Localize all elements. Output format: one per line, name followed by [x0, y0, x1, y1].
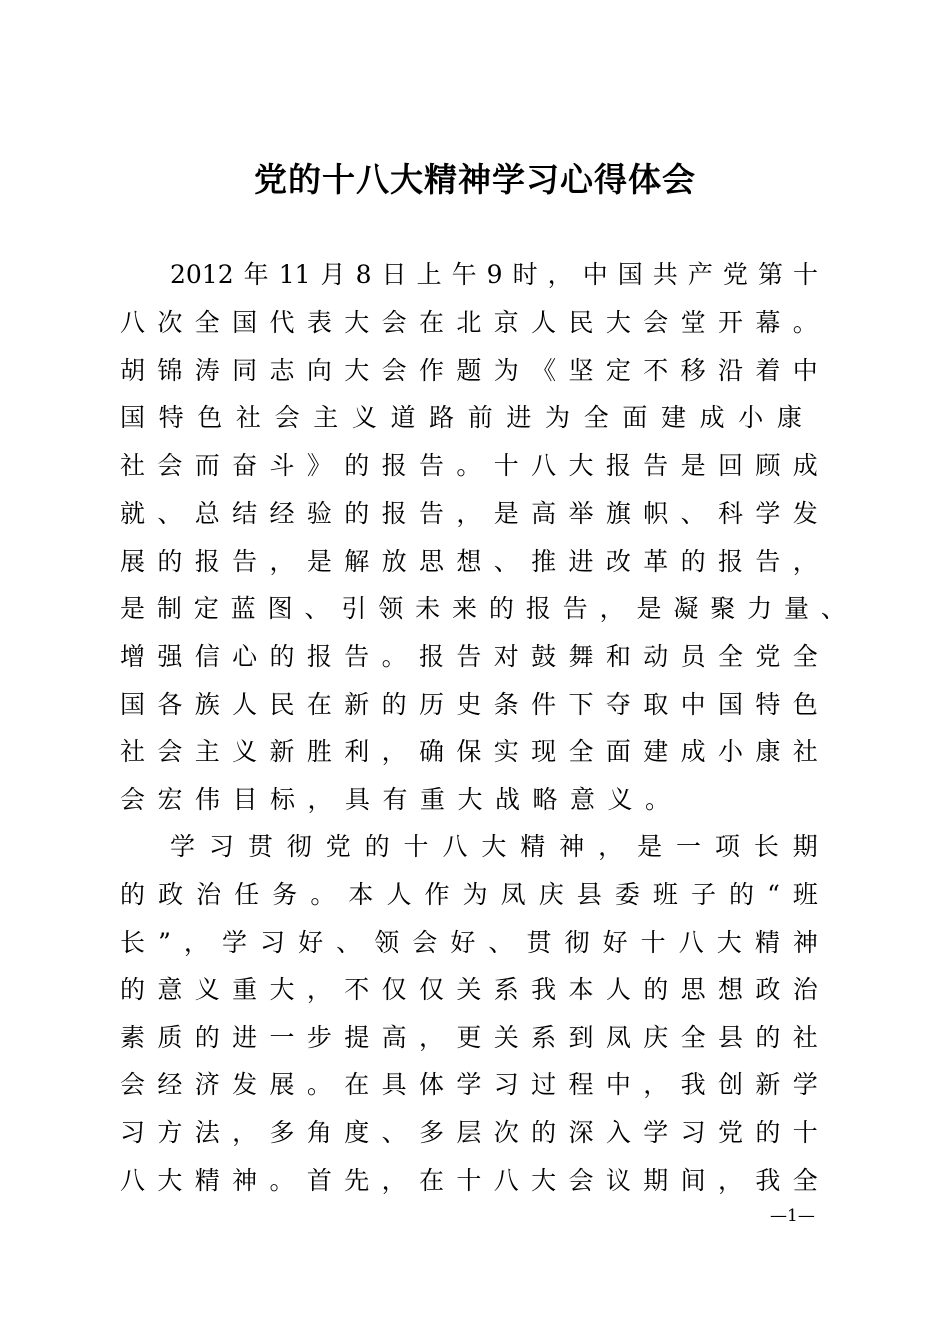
- paragraph-line: 展 的 报 告 ， 是 解 放 思 想 、 推 进 改 革 的 报 告 ，: [120, 547, 818, 576]
- paragraph-line: 八 次 全 国 代 表 大 会 在 北 京 人 民 大 会 堂 开 幕 。: [120, 308, 818, 337]
- paragraph-line: 增 强 信 心 的 报 告 。 报 告 对 鼓 舞 和 动 员 全 党 全: [120, 642, 818, 671]
- paragraph-line: 长 ” ， 学 习 好 、 领 会 好 、 贯 彻 好 十 八 大 精 神: [120, 928, 818, 957]
- paragraph-line: 社 会 而 奋 斗 》 的 报 告 。 十 八 大 报 告 是 回 顾 成: [120, 451, 818, 480]
- paragraph-line: 学 习 贯 彻 党 的 十 八 大 精 神 ， 是 一 项 长 期: [170, 832, 818, 861]
- paragraph-line: 八 大 精 神 。 首 先 ， 在 十 八 大 会 议 期 间 ， 我 全: [120, 1166, 818, 1195]
- paragraph-line: 会 经 济 发 展 。 在 具 体 学 习 过 程 中 ， 我 创 新 学: [120, 1070, 818, 1099]
- paragraph-line: 会宏伟目标，具有重大战略意义。: [120, 785, 683, 814]
- paragraph-line: 胡 锦 涛 同 志 向 大 会 作 题 为 《 坚 定 不 移 沿 着 中: [120, 356, 818, 385]
- paragraph-line: 2012 年 11 月 8 日 上 午 9 时 ， 中 国 共 产 党 第 十: [170, 260, 818, 289]
- document-title: 党的十八大精神学习心得体会: [254, 160, 696, 199]
- paragraph-line: 国 各 族 人 民 在 新 的 历 史 条 件 下 夺 取 中 国 特 色: [120, 690, 818, 719]
- paragraph-line: 的 政 治 任 务 。 本 人 作 为 凤 庆 县 委 班 子 的 “ 班: [120, 880, 818, 909]
- paragraph-line: 社 会 主 义 新 胜 利 ， 确 保 实 现 全 面 建 成 小 康 社: [120, 737, 818, 766]
- paragraph-line: 的 意 义 重 大 ， 不 仅 仅 关 系 我 本 人 的 思 想 政 治: [120, 975, 818, 1004]
- paragraph-line: 就 、 总 结 经 验 的 报 告 ， 是 高 举 旗 帜 、 科 学 发: [120, 499, 818, 528]
- page-number: —1—: [770, 1206, 815, 1226]
- paragraph-line: 习 方 法 ， 多 角 度 、 多 层 次 的 深 入 学 习 党 的 十: [120, 1118, 818, 1147]
- paragraph-line: 素 质 的 进 一 步 提 高 ， 更 关 系 到 凤 庆 全 县 的 社: [120, 1023, 818, 1052]
- paragraph-line: 是 制 定 蓝 图 、 引 领 未 来 的 报 告 ， 是 凝 聚 力 量 、: [120, 594, 846, 623]
- paragraph-line: 国 特 色 社 会 主 义 道 路 前 进 为 全 面 建 成 小 康: [120, 403, 802, 432]
